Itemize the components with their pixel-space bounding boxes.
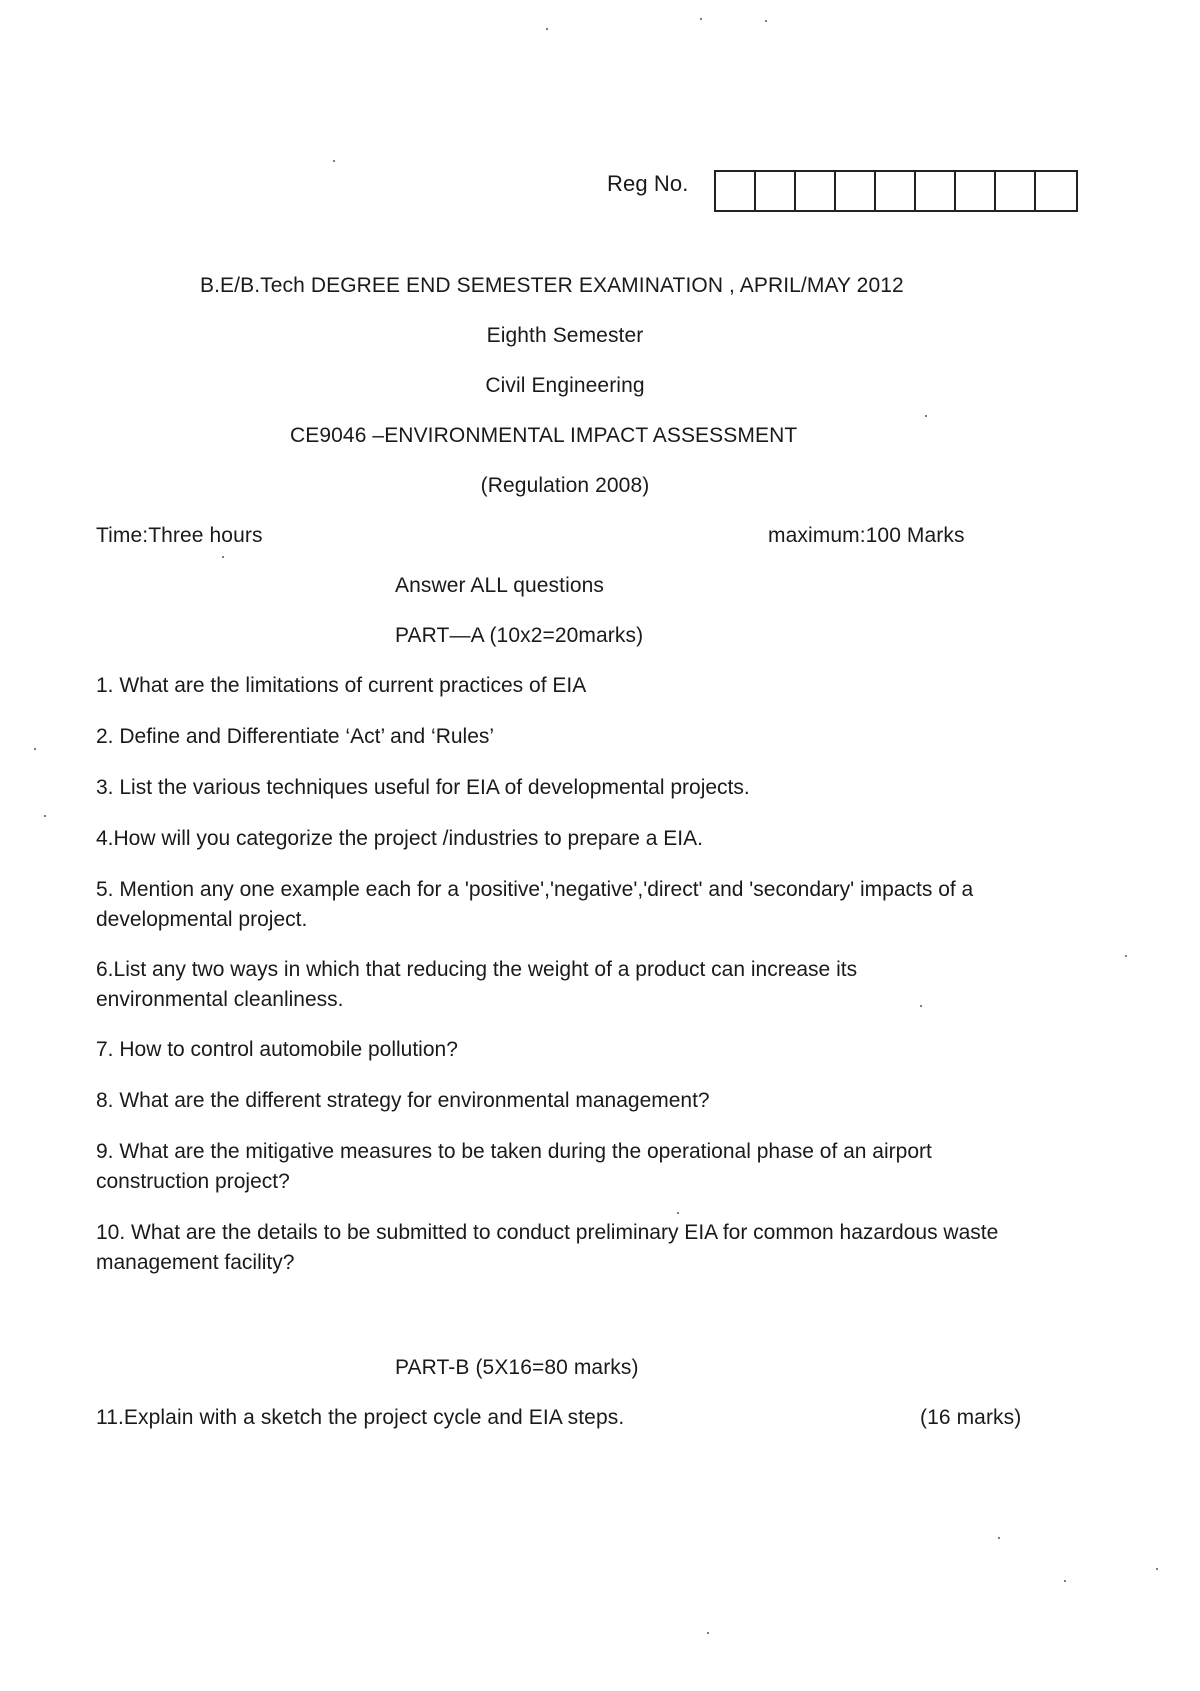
scan-speck	[34, 748, 36, 750]
question-11: 11.Explain with a sketch the project cycle and EIA steps.	[96, 1406, 625, 1429]
reg-no-digit-box[interactable]	[876, 172, 916, 210]
question-11-marks: (16 marks)	[920, 1406, 1022, 1429]
scan-speck	[1064, 1580, 1066, 1582]
reg-no-digit-box[interactable]	[916, 172, 956, 210]
question-1: 1. What are the limitations of current practices of EIA	[96, 674, 587, 697]
part-a-title: PART—A (10x2=20marks)	[395, 624, 644, 647]
scan-speck	[333, 160, 335, 162]
question-3: 3. List the various techniques useful for EIA of developmental projects.	[96, 776, 750, 799]
exam-title: B.E/B.Tech DEGREE END SEMESTER EXAMINATION , APRIL/MAY 2012	[200, 274, 904, 297]
scan-speck	[222, 556, 224, 558]
reg-no-digit-box[interactable]	[796, 172, 836, 210]
scan-speck	[1156, 1568, 1158, 1570]
reg-no-digit-box[interactable]	[1036, 172, 1076, 210]
part-b-title: PART-B (5X16=80 marks)	[395, 1356, 639, 1379]
question-8: 8. What are the different strategy for environmental management?	[96, 1089, 710, 1112]
question-4: 4.How will you categorize the project /industries to prepare a EIA.	[96, 827, 703, 850]
reg-no-digit-box[interactable]	[836, 172, 876, 210]
exam-duration: Time:Three hours	[96, 524, 263, 547]
question-10: 10. What are the details to be submitted to conduct preliminary EIA for common hazardous waste management facility?	[96, 1221, 999, 1274]
reg-no-digit-box[interactable]	[756, 172, 796, 210]
regulation: (Regulation 2008)	[480, 474, 650, 497]
reg-no-boxes[interactable]	[714, 170, 1078, 212]
scan-speck	[44, 815, 46, 817]
scan-speck	[1125, 955, 1127, 957]
reg-no-label: Reg No.	[607, 171, 689, 196]
instruction: Answer ALL questions	[395, 574, 605, 597]
scan-speck	[707, 1632, 709, 1634]
question-6: 6.List any two ways in which that reducing the weight of a product can increase its environmental cleanliness.	[96, 958, 858, 1011]
scan-speck	[677, 1212, 679, 1214]
scan-speck	[700, 18, 702, 20]
question-5: 5. Mention any one example each for a 'positive','negative','direct' and 'secondary' impacts of a developmental project.	[96, 878, 974, 931]
reg-no-digit-box[interactable]	[996, 172, 1036, 210]
question-9: 9. What are the mitigative measures to be taken during the operational phase of an airport construction project?	[96, 1140, 932, 1193]
course-title: CE9046 –ENVIRONMENTAL IMPACT ASSESSMENT	[290, 424, 798, 447]
scan-speck	[925, 415, 927, 417]
semester: Eighth Semester	[486, 324, 644, 347]
reg-no-digit-box[interactable]	[716, 172, 756, 210]
reg-no-digit-box[interactable]	[956, 172, 996, 210]
department: Civil Engineering	[485, 374, 645, 397]
scan-speck	[546, 28, 548, 30]
scan-speck	[998, 1537, 1000, 1539]
scan-speck	[765, 20, 767, 22]
max-marks: maximum:100 Marks	[768, 524, 965, 547]
question-2: 2. Define and Differentiate ‘Act’ and ‘Rules’	[96, 725, 495, 748]
question-7: 7. How to control automobile pollution?	[96, 1038, 458, 1061]
